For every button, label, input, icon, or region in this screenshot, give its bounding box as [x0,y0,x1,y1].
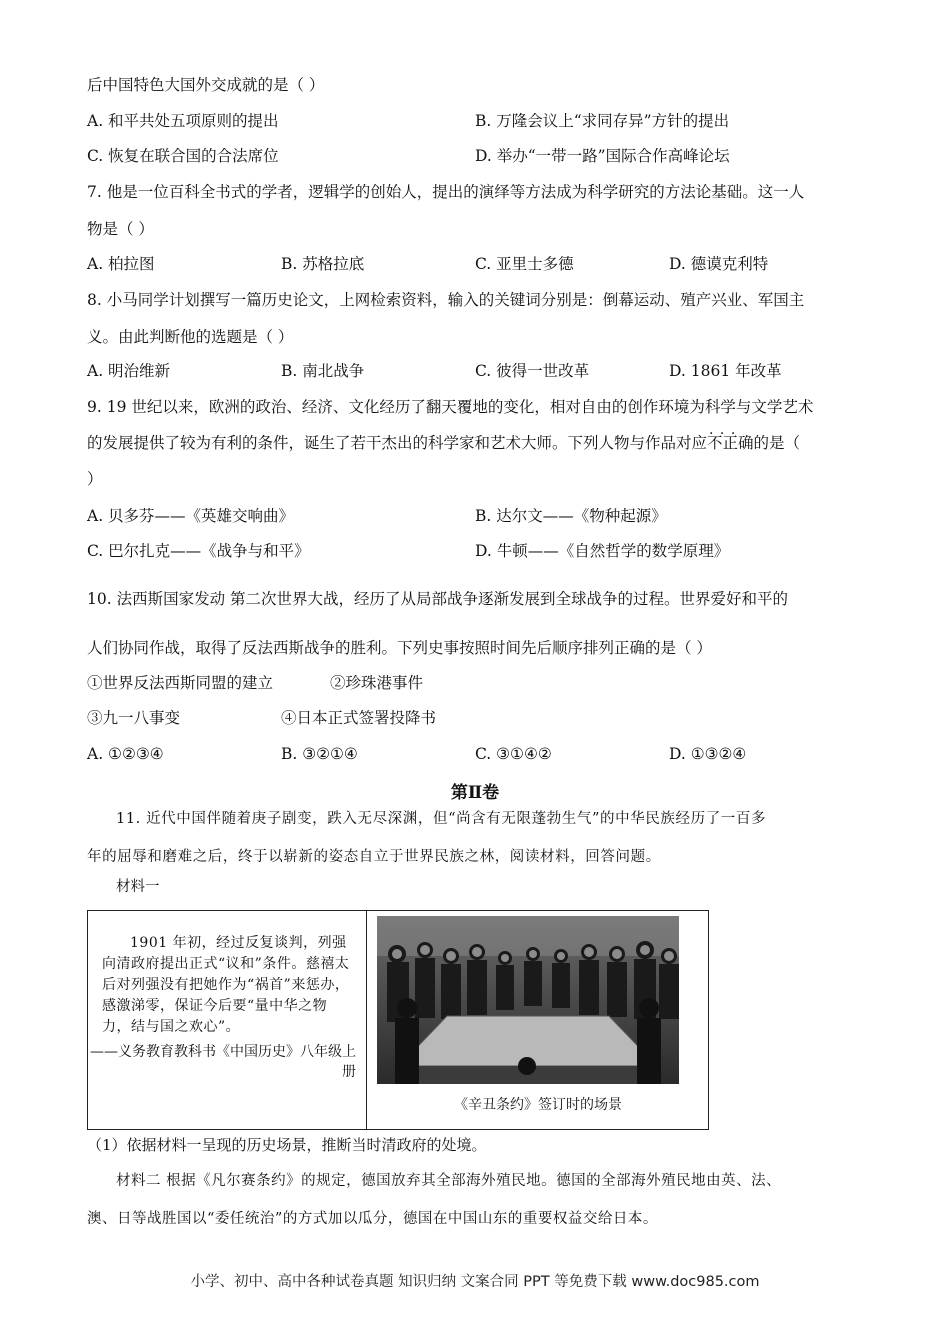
material1-text [88,911,366,1038]
q9-option-c: C. 巴尔扎克——《战争与和平》 [87,542,310,560]
treaty-signing-photo [377,916,679,1084]
q10-stem-line1: 10. 法西斯国家发动 第二次世界大战，经历了从局部战争逐渐发展到全球战争的过程。世界爱好和平的 [87,590,789,608]
q9-stem-line3: ） [87,470,103,488]
q10-option-b: B. ③②①④ [281,745,358,763]
q9-option-d: D. 牛顿——《自然哲学的数学原理》 [475,542,730,560]
q9-option-a: A. 贝多芬——《英雄交响曲》 [87,507,295,525]
q7-stem-line1: 7. 他是一位百科全书式的学者，逻辑学的创始人，提出的演绎等方法成为科学研究的方法论基础。这一人 [87,183,805,201]
material1-text-cell [88,911,367,1130]
q6-stem-tail: 后中国特色大国外交成就的是（ ） [87,76,325,94]
material1-source: ——义务教育教科书《中国历史》八年级上册 [90,1044,356,1080]
q7-stem-line2: 物是（ ） [87,220,154,238]
q9-emphasis-text: · · · 不正确 [707,434,754,452]
q11-stem-line2: 年的屈辱和磨难之后，终于以崭新的姿态自立于世界民族之林，阅读材料，回答问题。 [87,849,661,865]
q7-option-a: A. 柏拉图 [87,255,155,273]
q6-option-b: B. 万隆会议上“求同存异”方针的提出 [475,112,730,130]
q9-stem-line2-post: 的是（ [753,434,801,452]
q10-item-1: ①世界反法西斯同盟的建立 [87,674,274,692]
photo-caption: 《辛丑条约》签订时的场景 [454,1097,622,1113]
q9-stem-line2 [87,432,800,454]
q7-option-c: C. 亚里士多德 [475,255,574,273]
material1-label: 材料一 [116,879,160,895]
q8-option-b: B. 南北战争 [281,362,365,380]
q8-option-a: A. 明治维新 [87,362,171,380]
q8-option-c: C. 彼得一世改革 [475,362,590,380]
q10-option-c: C. ③①④② [475,745,552,763]
q10-item-3: ③九一八事变 [87,709,181,727]
material2-line1: 材料二 根据《凡尔赛条约》的规定，德国放弃其全部海外殖民地。德国的全部海外殖民地由英、法、 [116,1173,782,1189]
q9-stem-line1: 9. 19 世纪以来，欧洲的政治、经济、文化经历了翻天覆地的变化，相对自由的创作环境为科学与文学艺术 [87,398,814,416]
material1-paragraph: 1901 年初，经过反复谈判，列强向清政府提出正式“议和”条件。慈禧太后对列强没有把她作为“祸首”来惩办，感激涕零，保证今后要“量中华之物力，结与国之欢心”。 [102,935,350,1035]
q11-stem-line1: 11. 近代中国伴随着庚子剧变，跌入无尽深渊，但“尚含有无限蓬勃生气”的中华民族经历了一百多 [116,811,767,827]
q6-option-d: D. 举办“一带一路”国际合作高峰论坛 [475,147,730,165]
q9-stem-line2-pre: 的发展提供了较为有利的条件，诞生了若干杰出的科学家和艺术大师。下列人物与作品对应 [87,434,708,452]
q7-option-b: B. 苏格拉底 [281,255,365,273]
q9-option-b: B. 达尔文——《物种起源》 [475,507,667,525]
q11-sub-question-1: （1）依据材料一呈现的历史场景，推断当时清政府的处境。 [87,1136,487,1154]
q10-item-4: ④日本正式签署投降书 [281,709,437,727]
q8-stem-line2: 义。由此判断他的选题是（ ） [87,328,294,346]
q8-option-d: D. 1861 年改革 [669,362,782,380]
q10-item-2: ②珍珠港事件 [330,674,424,692]
q6-option-c: C. 恢复在联合国的合法席位 [87,147,279,165]
section-title: 第Ⅱ卷 [450,783,500,803]
q7-option-d: D. 德谟克利特 [669,255,769,273]
q6-option-a: A. 和平共处五项原则的提出 [87,112,279,130]
material2-line2: 澳、日等战胜国以“委任统治”的方式加以瓜分，德国在中国山东的重要权益交给日本。 [87,1211,658,1227]
page-footer: 小学、初中、高中各种试卷真题 知识归纳 文案合同 PPT 等免费下载 www.doc985.com [190,1274,760,1290]
q10-stem-line2: 人们协同作战，取得了反法西斯战争的胜利。下列史事按照时间先后顺序排列正确的是（ ） [87,639,712,657]
q10-option-a: A. ①②③④ [87,745,164,763]
q10-option-d: D. ①③②④ [669,745,747,763]
q8-stem-line1: 8. 小马同学计划撰写一篇历史论文，上网检索资料，输入的关键词分别是：倒幕运动、殖产兴业、军国主 [87,291,805,309]
